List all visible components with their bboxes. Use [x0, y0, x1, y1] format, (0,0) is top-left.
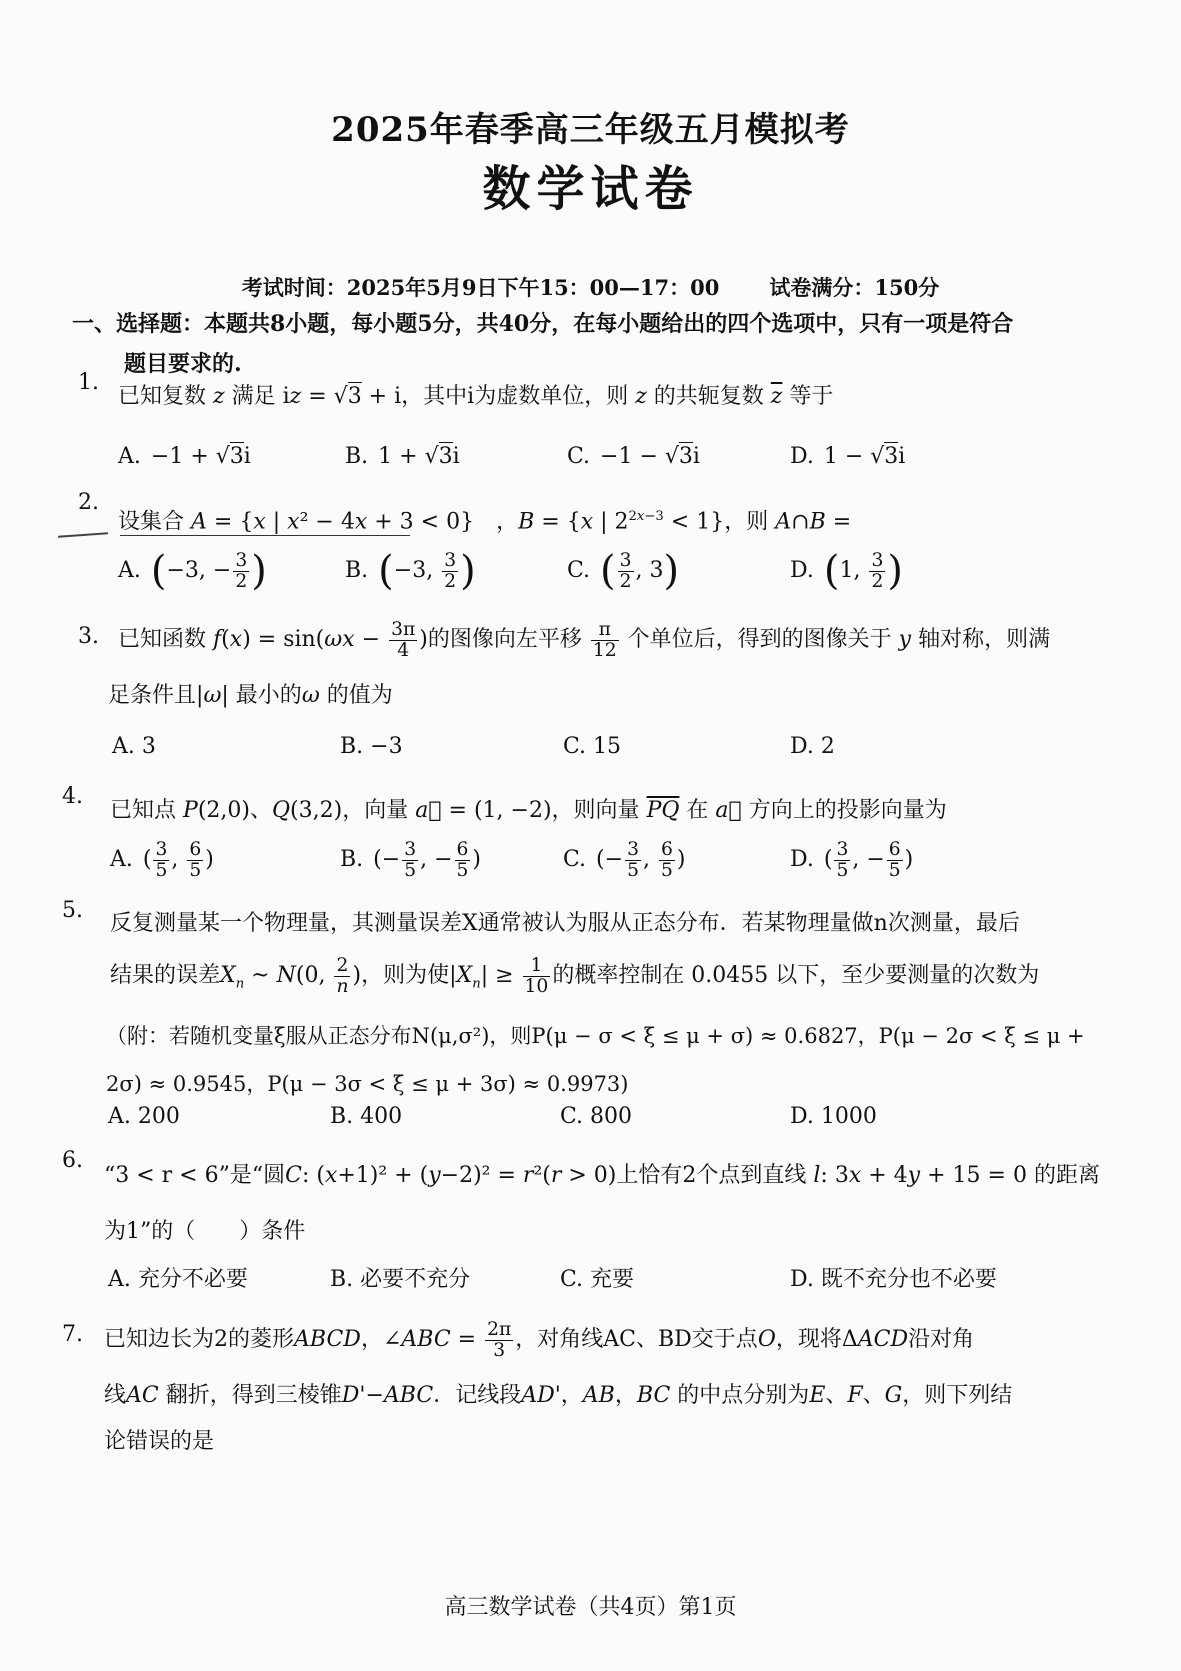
question-number: 4.	[62, 784, 83, 809]
stem-text: ，则	[724, 509, 769, 535]
stem-text: ，现将	[775, 1327, 842, 1352]
option-d[interactable]: D. 既不充分也不必要	[790, 1267, 997, 1292]
question-number: 6.	[62, 1148, 83, 1173]
stem-text: ，对角线AC、BD交于点	[515, 1327, 758, 1352]
stem-line-1: “3 < r < 6”是“圆C: (x+1)² + (y−2)² = r²(r > 0)上恰有2个点到直线 l: 3x + 4y + 15 = 0 的距离	[104, 1163, 1100, 1188]
stem-text: 设集合	[118, 509, 185, 535]
option-b[interactable]: B. 1 + √3i	[345, 444, 460, 469]
stem-text: 翻折，得到三棱锥	[165, 1383, 342, 1408]
stem-text: 的图像向左平移	[427, 627, 582, 652]
stem-text: 已知点	[110, 798, 177, 823]
stem-text: 个单位后，得到的图像关于	[627, 627, 892, 652]
question-number: 1.	[78, 370, 99, 395]
option-c[interactable]: C. 800	[560, 1104, 633, 1129]
stem-text: 的距离	[1033, 1163, 1100, 1188]
stem-text: “3 < r < 6”是“圆	[104, 1163, 286, 1188]
option-b[interactable]: B. (− $\frac{3}{5}$ , − $\frac{6}{5}$ )	[340, 839, 481, 881]
question-stem: 设集合 A = {x | x² − 4x + 3 < 0} ，B = {x | $2^{2x-3} < 1$}，则 A∩B =	[118, 509, 852, 535]
option-c[interactable]: C. −1 − √3i	[567, 444, 700, 469]
stem-text: 的概率控制在 0.0455 以下，至少要测量的次数为	[552, 963, 1040, 988]
stem-text: ，则下列结	[902, 1383, 1013, 1408]
stem-text: 上恰有2个点到直线	[616, 1163, 807, 1188]
full-score: 试卷满分：150分	[769, 275, 940, 300]
question-stem	[104, 1312, 1131, 1460]
question-number: 2.	[78, 490, 99, 515]
exam-subject-title: 数学试卷	[482, 161, 699, 217]
option-d[interactable]: D. 1000	[790, 1104, 877, 1129]
stem-text: 轴对称，则满	[918, 627, 1051, 652]
question-stem	[108, 612, 1121, 724]
option-d[interactable]: D. 2	[790, 734, 835, 759]
option-d[interactable]: D. ( $\frac{3}{5}$ , − $\frac{6}{5}$ )	[790, 839, 914, 881]
stem-line-1: 反复测量某一个物理量，其测量误差X通常被认为服从正态分布．若某物理量做n次测量，最后	[110, 911, 1020, 936]
exam-time: 考试时间：2025年5月9日下午15：00—17：00	[241, 275, 720, 300]
stem-text: ，向量	[342, 798, 409, 823]
stem-text: ，则向量	[551, 798, 640, 823]
stem-text: 足条件且	[108, 683, 197, 708]
option-c[interactable]: C. (− $\frac{3}{5}$ , $\frac{6}{5}$ )	[563, 839, 686, 881]
stem-text: 已知函数	[118, 627, 207, 652]
option-b[interactable]: B. −3	[340, 734, 403, 759]
question-number: 7.	[62, 1322, 83, 1347]
question-stem: 已知复数 z 满足 iz = √3 + i，其中i为虚数单位，则 z 的共轭复数 $\overline{z}$ 等于	[118, 384, 834, 409]
exam-info	[0, 272, 1181, 302]
stem-text: ，其中i为虚数单位，则	[401, 384, 629, 409]
stem-line-1: 已知边长为2的菱形ABCD，∠ABC = $\frac{2\pi}{3}$ ，对角线AC、BD交于点O，现将ΔACD沿对角	[104, 1318, 975, 1361]
option-a[interactable]: A. (−3, − $\frac{3}{2}$ )	[118, 548, 267, 594]
option-c[interactable]: C. 15	[563, 734, 622, 759]
stem-text: 等于	[789, 384, 834, 409]
stem-line-4: 2σ) ≈ 0.9545，P(μ − 3σ < ξ ≤ μ + 3σ) ≈ 0.9973)	[106, 1072, 629, 1097]
stem-line-1: 已知函数 f(x) = sin(ωx − $\frac{3\pi}{4}$ )的图像向左平移 $\frac{\pi}{12}$ 个单位后，得到的图像关于 y 轴对称，则满	[118, 618, 1051, 661]
stem-line-2: 足条件且|ω| 最小的ω 的值为	[108, 683, 393, 708]
stem-text: ，	[360, 1327, 383, 1352]
stem-text: 在	[686, 798, 709, 823]
stem-text: 最小的	[235, 683, 302, 708]
option-c[interactable]: C. ( $\frac{3}{2}$ , 3)	[567, 548, 680, 594]
question-number: 5.	[62, 898, 83, 923]
stem-line-2: 结果的误差$X_n$ ~ N(0, $\frac{2}{n}$ )，则为使$|X_n|$ ≥ $\frac{1}{10}$ 的概率控制在 0.0455 以下，至少要测量的次数为	[110, 954, 1040, 997]
question-stem	[104, 1148, 1131, 1260]
stem-line-2: 为1”的（ ）条件	[104, 1219, 306, 1244]
option-b[interactable]: B. (−3, $\frac{3}{2}$ )	[345, 548, 476, 594]
hand-drawn-mark	[58, 532, 108, 537]
stem-text: ，	[496, 509, 519, 535]
option-a[interactable]: A. −1 + √3i	[118, 444, 251, 469]
stem-text: 已知边长为2的菱形	[104, 1327, 294, 1352]
stem-text: 的共轭复数	[653, 384, 764, 409]
option-b[interactable]: B. 400	[330, 1104, 403, 1129]
stem-text: 方向上的投影向量为	[748, 798, 947, 823]
section-heading-line2: 题目要求的.	[124, 351, 242, 377]
stem-text: 满足	[231, 384, 276, 409]
question-number: 3.	[78, 624, 99, 649]
stem-text: 的中点分别为	[677, 1383, 810, 1408]
stem-text: 沿对角	[908, 1327, 975, 1352]
option-c[interactable]: C. 充要	[560, 1267, 635, 1292]
stem-line-3: （附：若随机变量ξ服从正态分布N(μ,σ²)，则P(μ − σ < ξ ≤ μ + σ) ≈ 0.6827，P(μ − 2σ < ξ ≤ μ +	[106, 1024, 1085, 1049]
option-d[interactable]: D. (1, $\frac{3}{2}$ )	[790, 548, 903, 594]
section-heading-line1: 一、选择题：本题共8小题，每小题5分，共40分，在每小题给出的四个选项中，只有一项是符合	[72, 311, 1014, 337]
question-stem	[106, 898, 1126, 1106]
option-b[interactable]: B. 必要不充分	[330, 1267, 471, 1292]
stem-text: 、	[249, 798, 272, 823]
exam-title: 2025年春季高三年级五月模拟考	[331, 110, 850, 150]
stem-text: ，则为使	[361, 963, 450, 988]
option-a[interactable]: A. ( $\frac{3}{5}$ , $\frac{6}{5}$ )	[110, 839, 214, 881]
stem-text: 的值为	[326, 683, 393, 708]
option-a[interactable]: A. 充分不必要	[108, 1267, 248, 1292]
stem-text: 已知复数	[118, 384, 207, 409]
stem-line-2: 线AC 翻折，得到三棱锥D'−ABC．记线段AD'，AB，BC 的中点分别为E、F、G，则下列结	[104, 1383, 1013, 1408]
stem-text: 线	[104, 1383, 127, 1408]
question-stem: 已知点 P(2,0)、Q(3,2)，向量 a⃗ = (1, −2)，则向量 $\overline{PQ}$ 在 a⃗ 方向上的投影向量为	[110, 798, 947, 823]
stem-line-3: 论错误的是	[104, 1429, 215, 1454]
option-a[interactable]: A. 200	[108, 1104, 180, 1129]
option-a[interactable]: A. 3	[112, 734, 156, 759]
stem-text: ．记线段	[433, 1383, 522, 1408]
page-footer: 高三数学试卷（共4页）第1页	[444, 1595, 737, 1620]
stem-text: 结果的误差	[110, 963, 221, 988]
option-d[interactable]: D. 1 − √3i	[790, 444, 906, 469]
